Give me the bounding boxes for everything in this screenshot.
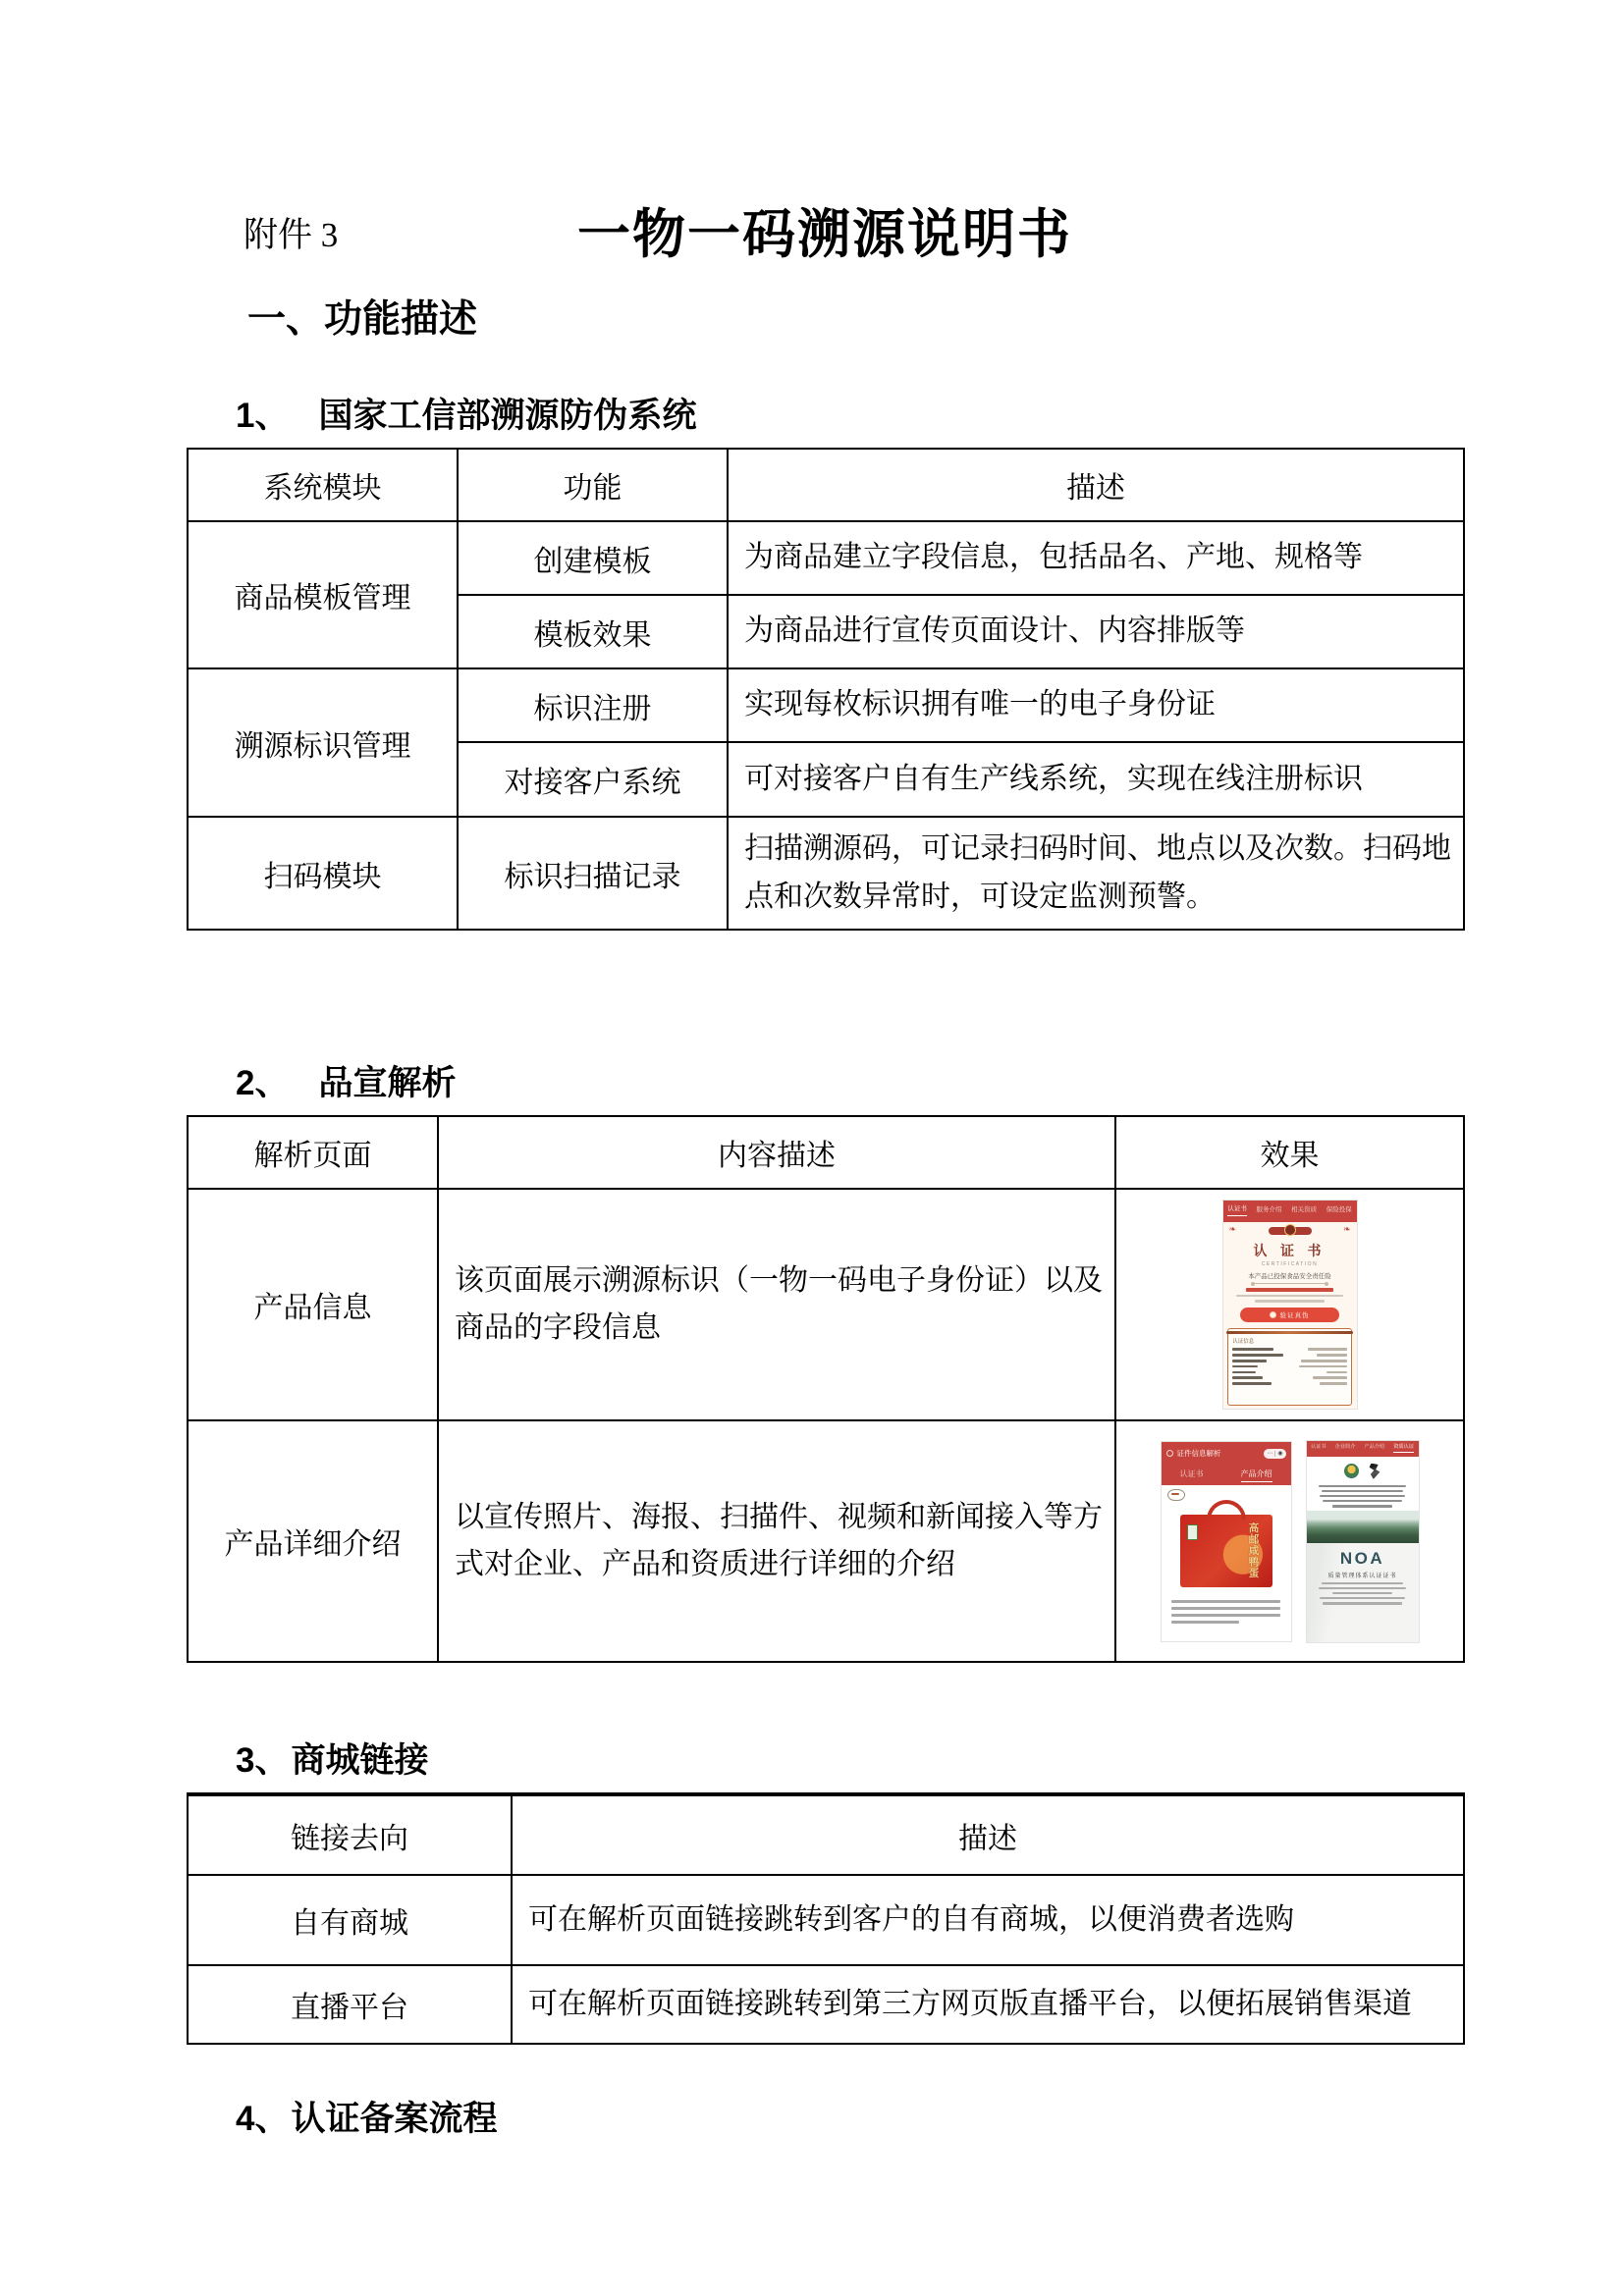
t3-dest-cell: 自有商城 [188, 1875, 512, 1965]
tab-product-intro: 产品介绍 [1364, 1444, 1385, 1451]
blurred-award-lines [1316, 1482, 1410, 1508]
t2-page-cell: 产品详细介绍 [188, 1420, 438, 1662]
t1-module-template: 商品模板管理 [188, 521, 458, 668]
product-intro-screenshot [1162, 1442, 1291, 1641]
subsection-heading-2 [236, 1056, 1463, 1105]
tab-certificate: 认证书 [1311, 1444, 1326, 1451]
tab-service-intro: 服务介绍 [1256, 1205, 1282, 1213]
t1-desc-cell: 扫描溯源码，可记录扫码时间、地点以及次数。扫码地点和次数异常时，可设定监测预警。 [728, 817, 1464, 930]
miniprogram-capsule [1264, 1449, 1285, 1459]
tab-certificate: 认证书 [1227, 1206, 1247, 1216]
medal-ribbon-icon [1269, 1227, 1312, 1235]
phone-header-bar [1162, 1442, 1291, 1466]
t1-desc-cell: 为商品进行宣传页面设计、内容排版等 [728, 595, 1464, 668]
bag-handle [1207, 1500, 1246, 1520]
blurred-certificate-lines [1316, 1579, 1410, 1605]
subsection-1-title: 国家工信部溯源防伪系统 [318, 397, 697, 435]
t1-header-function: 功能 [458, 449, 728, 521]
subsection-heading-3 [236, 1734, 1463, 1783]
phone-tab-bar [1162, 1466, 1291, 1485]
table-header-row [188, 449, 1464, 521]
t1-function-cell: 标识扫描记录 [458, 817, 728, 930]
logo-row [1344, 1461, 1380, 1482]
brand-logo-icon [1167, 1489, 1185, 1501]
table-header-row [188, 1794, 1464, 1875]
blurred-text-line [1255, 1300, 1326, 1303]
certificate-subtitle: CERTIFICATION [1261, 1261, 1319, 1268]
t1-module-scan: 扫码模块 [188, 817, 458, 930]
gift-box-photo [1180, 1515, 1272, 1587]
t2-page-cell: 产品信息 [188, 1189, 438, 1420]
t3-desc-cell: 可在解析页面链接跳转到第三方网页版直播平台，以便拓展销售渠道 [512, 1965, 1464, 2044]
attachment-label: 附件 3 [244, 216, 339, 254]
t1-desc-cell: 实现每枚标识拥有唯一的电子身份证 [728, 668, 1464, 742]
product-body [1162, 1485, 1291, 1641]
section-heading-function-description: 一、功能描述 [247, 298, 478, 341]
t1-header-module: 系统模块 [188, 449, 458, 521]
emblem-logo-icon [1344, 1464, 1359, 1478]
t3-header-desc: 描述 [512, 1794, 1464, 1875]
tab-certificate: 认证书 [1179, 1469, 1204, 1479]
noa-logo: NOA [1339, 1548, 1385, 1568]
info-row [1232, 1376, 1347, 1379]
table-row [188, 1965, 1464, 2044]
blurred-code-line [1246, 1288, 1333, 1292]
t3-dest-cell: 直播平台 [188, 1965, 512, 2044]
t2-effect-cell [1115, 1420, 1464, 1662]
t2-header-desc: 内容描述 [438, 1116, 1115, 1189]
phone-nav-bar [1223, 1201, 1357, 1222]
subsection-4-title: 认证备案流程 [291, 2100, 498, 2139]
t1-desc-cell: 为商品建立字段信息，包括品名、产地、规格等 [728, 521, 1464, 595]
traceability-system-table [187, 448, 1465, 931]
awards-section [1307, 1457, 1419, 1511]
certificate-page-screenshot [1223, 1201, 1357, 1409]
subsection-heading-4 [236, 2092, 1463, 2141]
table-row [188, 817, 1464, 930]
subsection-4-number: 4、 [236, 2100, 290, 2139]
table-row [188, 668, 1464, 742]
t2-effect-cell [1115, 1189, 1464, 1420]
phone-header-title: 证件信息解析 [1176, 1449, 1221, 1459]
mall-link-table [187, 1792, 1465, 2045]
table-row [188, 1189, 1464, 1420]
subsection-2-title: 品宣解析 [318, 1064, 457, 1103]
certificate-body [1223, 1222, 1357, 1409]
panel-title: 认证信息 [1232, 1339, 1255, 1346]
table-row [188, 1420, 1464, 1662]
certificate-section [1307, 1543, 1419, 1642]
t2-desc-cell: 该页面展示溯源标识（一物一码电子身份证）以及商品的字段信息 [438, 1189, 1115, 1420]
blurred-text-line [1236, 1295, 1343, 1298]
t1-module-identifier: 溯源标识管理 [188, 668, 458, 817]
subsection-heading-1 [236, 389, 1463, 438]
brand-analysis-table [187, 1115, 1465, 1663]
ornament-row [1229, 1225, 1351, 1239]
info-row [1232, 1348, 1347, 1351]
title-bar [187, 0, 1463, 271]
table-header-row [188, 1116, 1464, 1189]
t1-header-desc: 描述 [728, 449, 1464, 521]
back-icon [1166, 1450, 1173, 1457]
insurance-statement: 本产品已投保食品安全责任险 [1248, 1273, 1331, 1281]
phone-nav-bar [1307, 1441, 1419, 1457]
more-icon: ⋯ [1267, 1450, 1273, 1457]
gift-box-title: 高邮咸鸭蛋 [1247, 1522, 1259, 1579]
seal-icon [1270, 1311, 1276, 1318]
blurred-paragraph [1171, 1596, 1279, 1624]
qualification-page-screenshot [1307, 1441, 1419, 1642]
corner-flourish-icon: ❧ [1342, 1224, 1351, 1235]
certification-info-panel [1227, 1328, 1352, 1407]
divider [1253, 1283, 1326, 1284]
t3-desc-cell: 可在解析页面链接跳转到客户的自有商城，以便消费者选购 [512, 1875, 1464, 1965]
t1-function-cell: 标识注册 [458, 668, 728, 742]
t2-desc-cell: 以宣传照片、海报、扫描件、视频和新闻接入等方式对企业、产品和资质进行详细的介绍 [438, 1420, 1115, 1662]
table-row [188, 1875, 1464, 1965]
tab-company-intro: 企业简介 [1334, 1444, 1356, 1451]
table-row [188, 521, 1464, 595]
t1-function-cell: 创建模板 [458, 521, 728, 595]
t1-function-cell: 模板效果 [458, 595, 728, 668]
info-row [1232, 1354, 1347, 1357]
tab-product-intro: 产品介绍 [1241, 1468, 1272, 1482]
corner-flourish-icon: ❧ [1228, 1224, 1237, 1235]
subsection-3-title: 商城链接 [291, 1741, 429, 1781]
info-row [1232, 1382, 1347, 1385]
t3-header-dest: 链接去向 [188, 1794, 512, 1875]
tab-qualifications: 相关资质 [1291, 1205, 1318, 1213]
t2-header-page: 解析页面 [188, 1116, 438, 1189]
subsection-1-number: 1、 [236, 397, 290, 435]
info-row [1232, 1371, 1347, 1374]
close-circle-icon: ◉ [1277, 1450, 1283, 1457]
subsection-3-number: 3、 [236, 1741, 290, 1781]
info-row [1232, 1365, 1347, 1368]
calligraphy-logo-icon [1369, 1464, 1380, 1479]
green-label [1187, 1524, 1198, 1540]
mountain-photo [1307, 1511, 1419, 1543]
info-row [1232, 1360, 1347, 1362]
tab-insurance: 保险投保 [1326, 1205, 1352, 1213]
subsection-2-number: 2、 [236, 1064, 290, 1103]
scroll-bar-ornament [1226, 1331, 1353, 1335]
t1-function-cell: 对接客户系统 [458, 742, 728, 817]
tab-qualification: 资质认证 [1393, 1445, 1414, 1453]
certificate-title: 认 证 书 [1253, 1245, 1326, 1260]
certificate-name: 质量管理体系认证证书 [1327, 1573, 1397, 1579]
verify-authenticity-button: 验证真伪 [1240, 1308, 1340, 1322]
t1-desc-cell: 可对接客户自有生产线系统，实现在线注册标识 [728, 742, 1464, 817]
t2-header-effect: 效果 [1115, 1116, 1464, 1189]
page-title: 一物一码溯源说明书 [577, 205, 1072, 264]
